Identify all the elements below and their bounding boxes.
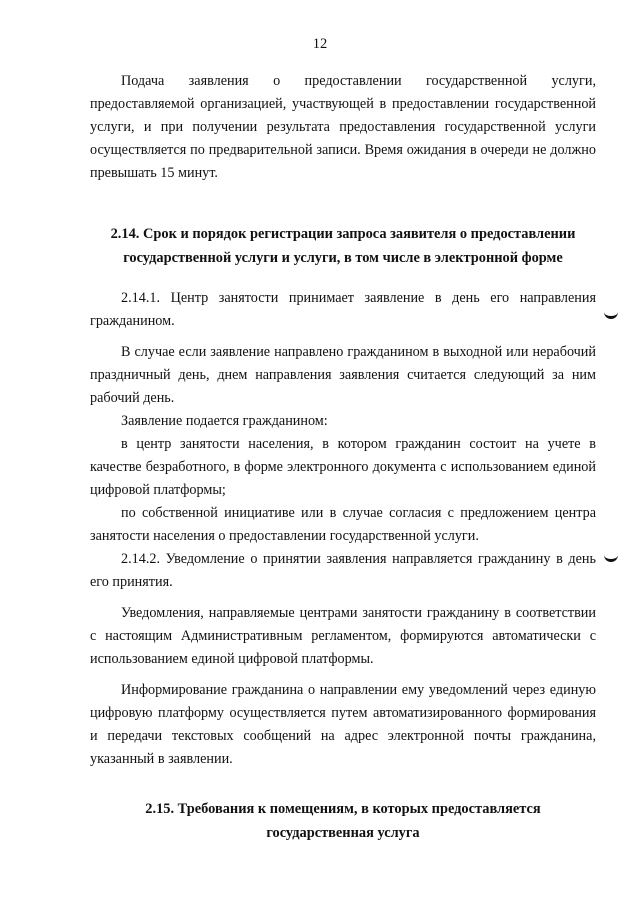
document-body — [90, 70, 596, 845]
paragraph-own-initiative: по собственной инициативе или в случае согласия с предложением центра занятости населения о предоставлении государственной услуги. — [90, 505, 596, 544]
paragraph-2-14-1: 2.14.1. Центр занятости принимает заявление в день его направления гражданином. — [90, 290, 596, 329]
paragraph-2-14-2: 2.14.2. Уведомление о принятии заявления направляется гражданину в день его принятия. — [90, 551, 596, 590]
margin-mark — [604, 312, 618, 319]
paragraph-submitted-by: Заявление подается гражданином: — [121, 413, 328, 429]
paragraph-notifications: Уведомления, направляемые центрами занятости гражданину в соответствии с настоящим Административным регламентом, формируются автоматически с использованием единой цифровой платформы. — [90, 605, 596, 667]
page-number: 12 — [312, 36, 328, 52]
paragraph-weekend-rule: В случае если заявление направлено гражданином в выходной или нерабочий праздничный день, днем направления заявления считается следующий за ним рабочий день. — [90, 344, 596, 406]
section-heading-2-14: 2.14. Срок и порядок регистрации запроса заявителя о предоставлении государственной услуги и услуги, в том числе в электронной форме — [110, 226, 576, 266]
paragraph-application-submission: Подача заявления о предоставлении государственной услуги, предоставляемой организацией, участвующей в предоставлении государственной услуги, и при получении результата предоставления государственной услуги осуществляется по предварительной записи. Время ожидания в очереди не должно превышать 15 минут. — [90, 73, 596, 181]
paragraph-employment-center: в центр занятости населения, в котором гражданин состоит на учете в качестве безработного, в форме электронного документа с использованием единой цифровой платформы; — [90, 436, 596, 498]
section-heading-2-15: 2.15. Требования к помещениям, в которых предоставляется государственная услуга — [145, 801, 541, 841]
margin-mark — [604, 555, 618, 562]
paragraph-informing: Информирование гражданина о направлении ему уведомлений через единую цифровую платформу осуществляется путем автоматизированного формирования и передачи текстовых сообщений на адрес электронной почты гражданина, указанный в заявлении. — [90, 682, 596, 767]
